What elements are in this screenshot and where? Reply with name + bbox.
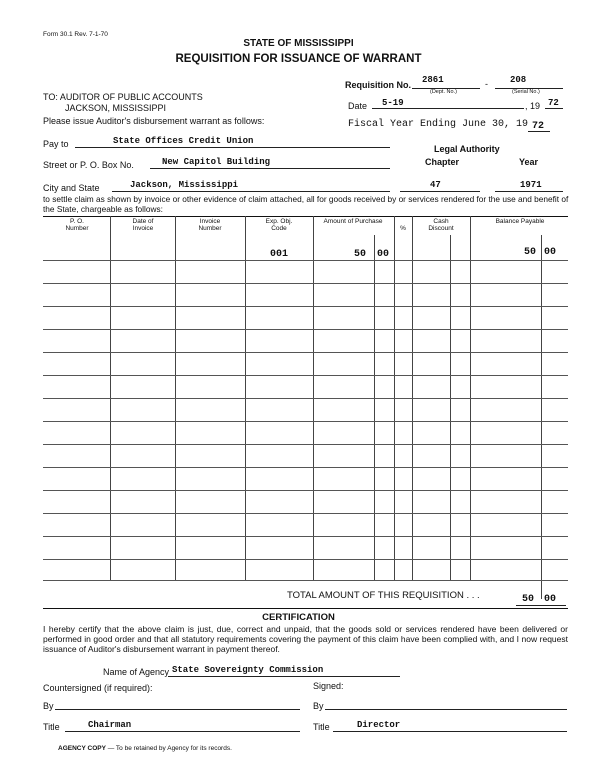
state-heading: STATE OF MISSISSIPPI [243,38,354,49]
row-1-amount-dollars: 50 [354,249,367,260]
row-line [43,559,568,560]
row-line [43,352,568,353]
countersign-title-label: Title [43,722,60,732]
total-line [516,605,566,606]
row-line [43,260,568,261]
fiscal-year-line [528,131,550,132]
pay-to-line [75,147,390,148]
street-value: New Capitol Building [162,157,271,167]
row-line [43,306,568,307]
total-cents: 00 [544,594,557,605]
row-line [43,283,568,284]
addressee-line-2: JACKSON, MISSISSIPPI [65,103,167,113]
agency-name-value: State Sovereignty Commission [172,665,324,675]
row-line [43,580,568,581]
date-label: Date [348,101,368,111]
dept-no-caption: (Dept. No.) [430,89,457,95]
pay-to-label: Pay to [43,139,69,149]
certification-title: CERTIFICATION [262,612,335,623]
legal-year-value: 1971 [520,180,542,190]
date-line [372,108,524,109]
footer-note [58,745,232,752]
signed-by-label: By [313,701,324,711]
countersign-title-value: Chairman [88,720,132,730]
row-1-exp-code: 001 [270,249,289,260]
header-invoice-number: Invoice Number [198,218,222,232]
date-value: 5-19 [382,98,404,108]
serial-no-caption: (Serial No.) [512,89,540,95]
row-line [43,329,568,330]
countersigned-label: Countersigned (if required): [43,683,153,693]
agency-name-label: Name of Agency [103,667,170,677]
agency-name-line [168,676,400,677]
row-line [43,398,568,399]
row-line [43,421,568,422]
col-divider [450,235,451,580]
total-dollars: 50 [522,594,535,605]
agency-copy-label: AGENCY COPY [58,745,106,752]
row-line [43,467,568,468]
signed-title-line [333,731,567,732]
city-state-label: City and State [43,183,100,193]
settle-claim-text: to settle claim as shown by invoice or other evidence of claim attached, all for goods received by or services rendered for the use and benefit of the State, chargeable as follows: [43,194,569,214]
header-date-of-invoice: Date of Invoice [132,218,154,232]
legal-year-line [495,191,563,192]
addressee-line-1: TO: AUDITOR OF PUBLIC ACCOUNTS [43,92,203,102]
row-1-balance-dollars: 50 [524,247,537,258]
form-title: REQUISITION FOR ISSUANCE OF WARRANT [175,53,422,65]
table-top-border [43,216,568,217]
countersign-by-line [55,709,300,710]
requisition-label: Requisition No. [345,80,411,90]
signed-by-line [325,709,567,710]
total-label: TOTAL AMOUNT OF THIS REQUISITION . . . [287,590,480,601]
city-state-value: Jackson, Mississippi [130,180,239,190]
legal-authority-label: Legal Authority [434,144,500,154]
chapter-line [400,191,480,192]
row-line [43,375,568,376]
dept-number-value: 2861 [422,75,444,85]
col-divider [541,235,542,599]
header-po-number: P. O. Number [65,218,89,232]
city-state-line [112,191,390,192]
signed-title-label: Title [313,722,330,732]
header-exp-obj-code: Exp. Obj. Code [265,218,293,232]
signed-title-value: Director [357,720,401,730]
row-line [43,444,568,445]
fiscal-year-value: 72 [532,121,545,132]
pay-to-value: State Offices Credit Union [113,136,254,146]
header-percent: % [400,225,406,232]
row-line [43,513,568,514]
agency-copy-note: — To be retained by Agency for its records. [105,745,232,752]
serial-number-value: 208 [510,75,527,85]
header-cash-discount: Cash Discount [428,218,454,232]
countersign-title-line [65,731,300,732]
instruction-text: Please issue Auditor's disbursement warrant as follows: [43,116,265,126]
row-line [43,490,568,491]
col-divider [374,235,375,580]
header-balance-payable: Balance Payable [495,218,545,225]
date-year-prefix: , 19 [525,101,541,111]
date-year-value: 72 [548,98,559,108]
requisition-dash: - [485,79,488,89]
row-line [43,536,568,537]
date-year-line [545,108,563,109]
year-label: Year [519,157,539,167]
signed-label: Signed: [313,681,344,691]
form-number: Form 30.1 Rev. 7-1-70 [43,31,108,38]
fiscal-year-label: Fiscal Year Ending June 30, 19 [348,119,529,130]
chapter-value: 47 [430,180,441,190]
row-1-amount-cents: 00 [377,249,390,260]
header-amount-of-purchase: Amount of Purchase [323,218,383,225]
street-line [150,168,390,169]
certification-divider [43,608,568,609]
certification-text: I hereby certify that the above claim is just, due, correct and unpaid, that the goods sold or services rendered have been delivered or performed in good order and that all statutory requirements covering the payment of this claim have been complied with, and I now request issuance of Auditor's disbursement warrant in payment thereof. [43,624,568,654]
chapter-label: Chapter [425,157,460,167]
street-label: Street or P. O. Box No. [43,160,134,170]
row-1-balance-cents: 00 [544,247,557,258]
countersign-by-label: By [43,701,54,711]
